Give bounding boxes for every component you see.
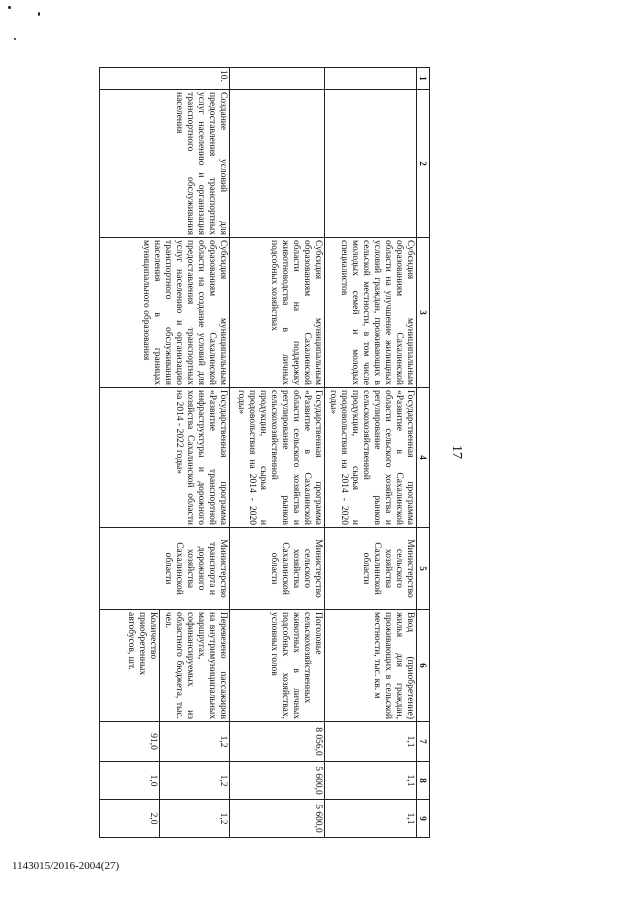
row-number-cell (229, 68, 324, 90)
value-cell: 5 600,0 (229, 762, 324, 800)
value-cell: 1,0 (99, 762, 159, 800)
ministry-cell: Министерство сельского хозяйства Сахалинской области (324, 528, 416, 610)
value-cell: 91,0 (99, 722, 159, 762)
column-header: 5 (416, 528, 429, 610)
column-header: 4 (416, 388, 429, 528)
table-row (159, 68, 229, 838)
document-code: 1143015/2016-2004(27) (12, 860, 120, 872)
direction-cell: Создание условий для предоставления транспортных услуг населению и организация транспортного обслуживания населения (99, 90, 229, 238)
column-header: 3 (416, 238, 429, 388)
page-number: 17 (449, 445, 464, 459)
value-cell: 2,0 (99, 800, 159, 838)
ministry-cell: Министерство транспорта и дорожного хозяйства Сахалинской области (99, 528, 229, 610)
table-row (229, 68, 324, 838)
ministry-cell: Министерство сельского хозяйства Сахалинской области (229, 528, 324, 610)
value-cell: 1,1 (324, 722, 416, 762)
scan-speck (14, 38, 16, 40)
table-row (324, 68, 416, 838)
column-header: 9 (416, 800, 429, 838)
value-cell: 5 600,0 (229, 800, 324, 838)
program-cell: Государственная программа «Развитие в Сахалинской области сельского хозяйства и регулирование рынков сельскохозяйственной продукции, сырья и продовольствия на 2014 - 2020 годы» (229, 388, 324, 528)
column-header: 2 (416, 90, 429, 238)
column-header: 7 (416, 722, 429, 762)
direction-cell (324, 90, 416, 238)
indicator-cell: Ввод (приобретение) жилья для граждан, проживающих в сельской местности, тыс. кв. м (324, 610, 416, 722)
subsidy-cell: Субсидия муниципальным образованиям Сахалинской области на создание условий для предоставления транспортных услуг населению и организацию транспортного обслуживания населения в границах муниципального образования (99, 238, 229, 388)
rotated-document-page (110, 67, 470, 837)
subsidy-cell: Субсидия муниципальным образованиям Сахалинской области на поддержку животноводства в личных подсобных хозяйствах (229, 238, 324, 388)
program-cell: Государственная программа «Развитие транспортной инфраструктуры и дорожного хозяйства Сахалинской области на 2014 - 2022 годы» (99, 388, 229, 528)
value-cell: 1,2 (159, 800, 229, 838)
indicator-cell: Поголовье сельскохозяйственных животных в личных подсобных хозяйствах, условных голов (229, 610, 324, 722)
column-header: 1 (416, 68, 429, 90)
column-header: 6 (416, 610, 429, 722)
value-cell: 8 056,0 (229, 722, 324, 762)
value-cell: 1,1 (324, 762, 416, 800)
scan-speck (8, 6, 11, 9)
value-cell: 1,2 (159, 762, 229, 800)
direction-cell (229, 90, 324, 238)
column-header: 8 (416, 762, 429, 800)
indicator-cell: Перевезено пассажиров на внутримуниципальных маршрутах, софинансируемых из областного бюджета, тыс. чел. (159, 610, 229, 722)
value-cell: 1,2 (159, 722, 229, 762)
program-table (99, 67, 430, 838)
indicator-cell: Количество приобретенных автобусов, шт. (99, 610, 159, 722)
row-number-cell (324, 68, 416, 90)
row-number-cell: 10. (99, 68, 229, 90)
value-cell: 1,1 (324, 800, 416, 838)
scan-speck (38, 12, 40, 16)
program-cell: Государственная программа «Развитие в Сахалинской области сельского хозяйства и регулирование рынков сельскохозяйственной продукции, сырья и продовольствия на 2014 - 2020 годы» (324, 388, 416, 528)
table-header-row (416, 68, 429, 838)
subsidy-cell: Субсидия муниципальным образованиям Сахалинской области на улучшение жилищных условий граждан, проживающих в сельской местности, в том числе молодых семей и молодых специалистов (324, 238, 416, 388)
